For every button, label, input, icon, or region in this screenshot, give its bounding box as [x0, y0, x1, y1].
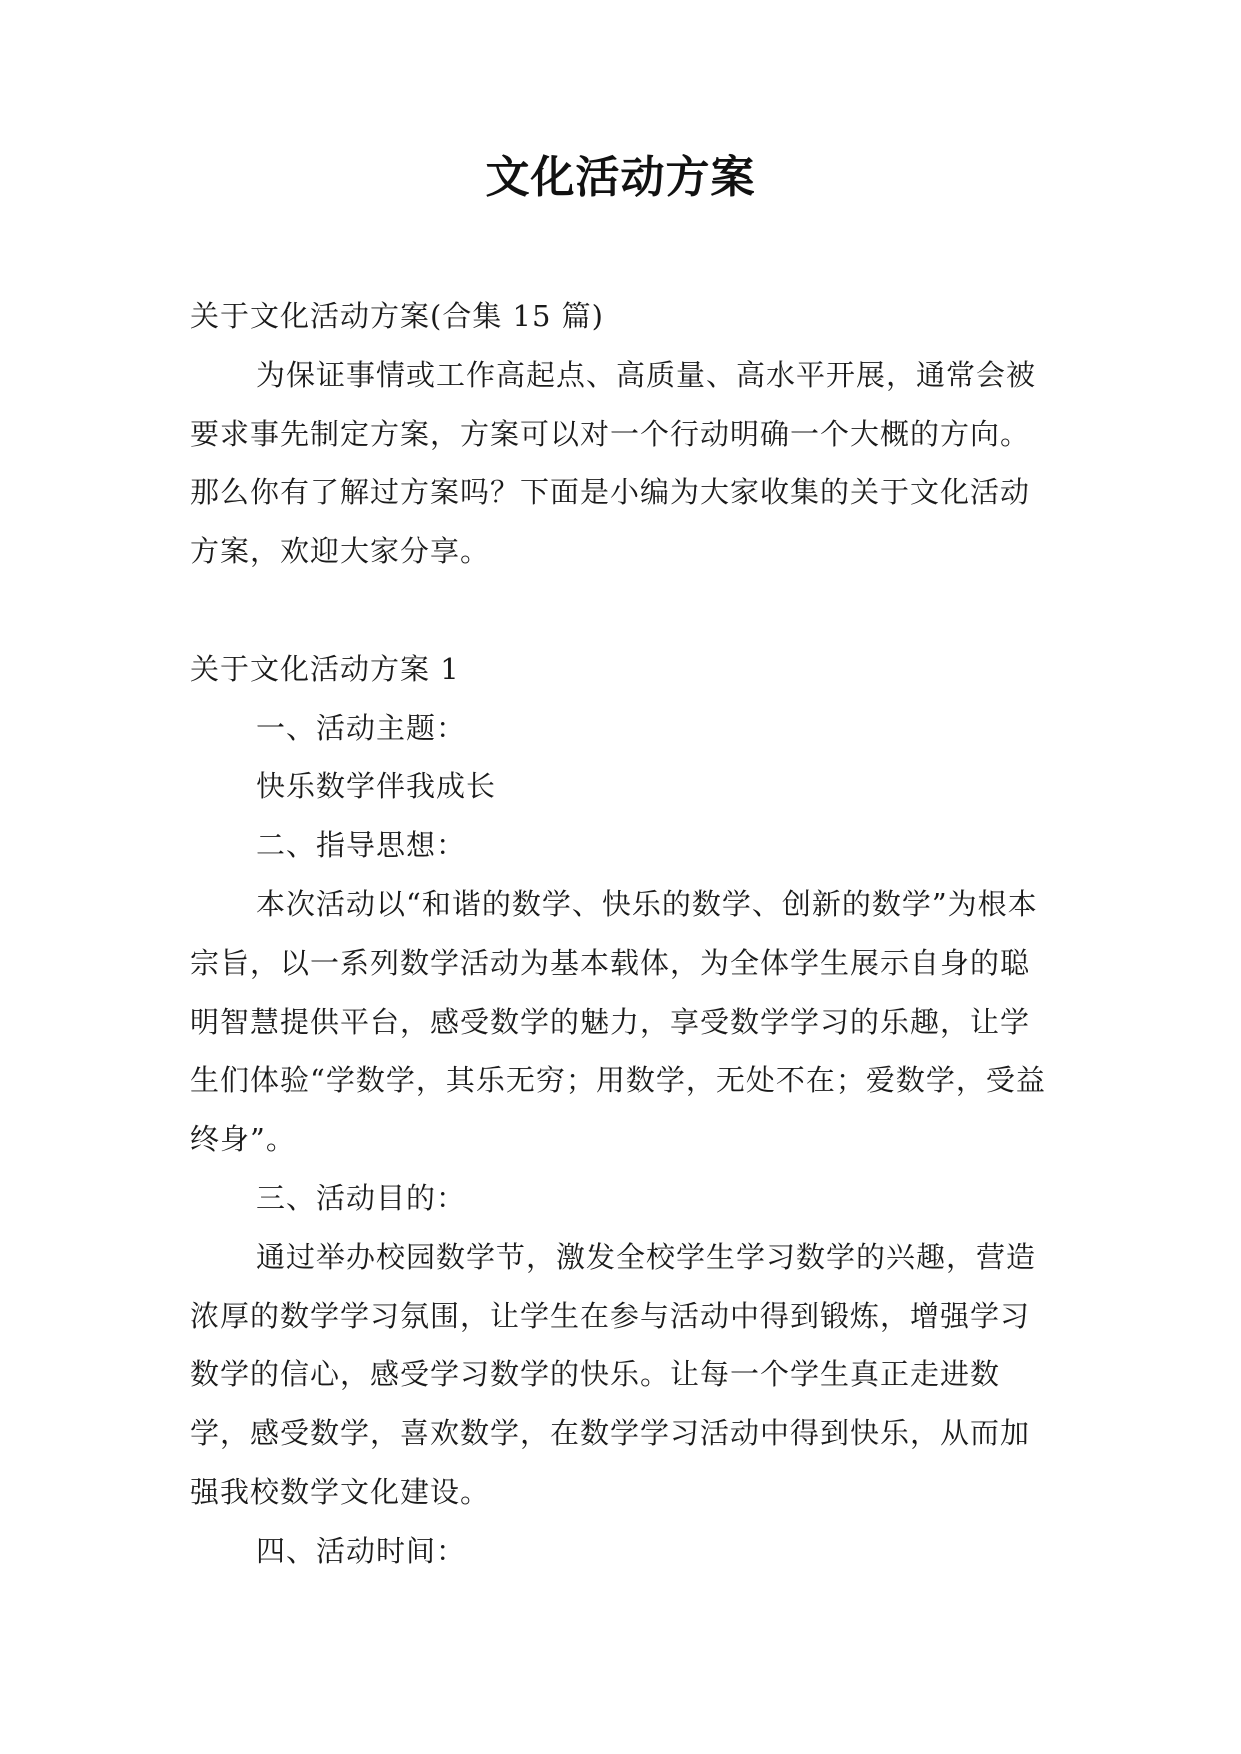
intro-paragraph: 为保证事情或工作高起点、高质量、高水平开展，通常会被要求事先制定方案，方案可以对一个行动明确一个大概的方向。那么你有了解过方案吗？下面是小编为大家收集的关于文化活动方案，欢迎大家分享。: [190, 357, 1037, 569]
document-title: 文化活动方案: [485, 152, 756, 203]
document-body: [190, 287, 1050, 1581]
guiding-idea-heading: 二、指导思想：: [256, 828, 467, 863]
guiding-idea-paragraph: 本次活动以“和谐的数学、快乐的数学、创新的数学”为根本宗旨，以一系列数学活动为基本载体，为全体学生展示自身的聪明智慧提供平台，感受数学的魅力，享受数学学习的乐趣，让学生们体验“学数学，其乐无穷；用数学，无处不在；爱数学，受益终身”。: [190, 886, 1046, 1157]
activity-purpose-paragraph: 通过举办校园数学节，激发全校学生学习数学的兴趣，营造浓厚的数学学习氛围，让学生在参与活动中得到锻炼，增强学习数学的信心，感受学习数学的快乐。让每一个学生真正走进数学，感受数学，喜欢数学，在数学学习活动中得到快乐，从而加强我校数学文化建设。: [190, 1239, 1037, 1509]
collection-heading: 关于文化活动方案(合集 15 篇): [190, 299, 604, 333]
activity-theme-heading: 一、活动主题：: [256, 710, 467, 745]
paragraph-spacer: [190, 581, 1050, 640]
activity-theme-text: 快乐数学伴我成长: [256, 769, 497, 804]
section-heading: 关于文化活动方案 1: [190, 651, 460, 686]
activity-time-heading: 四、活动时间：: [256, 1533, 467, 1568]
activity-purpose-heading: 三、活动目的：: [256, 1180, 467, 1215]
